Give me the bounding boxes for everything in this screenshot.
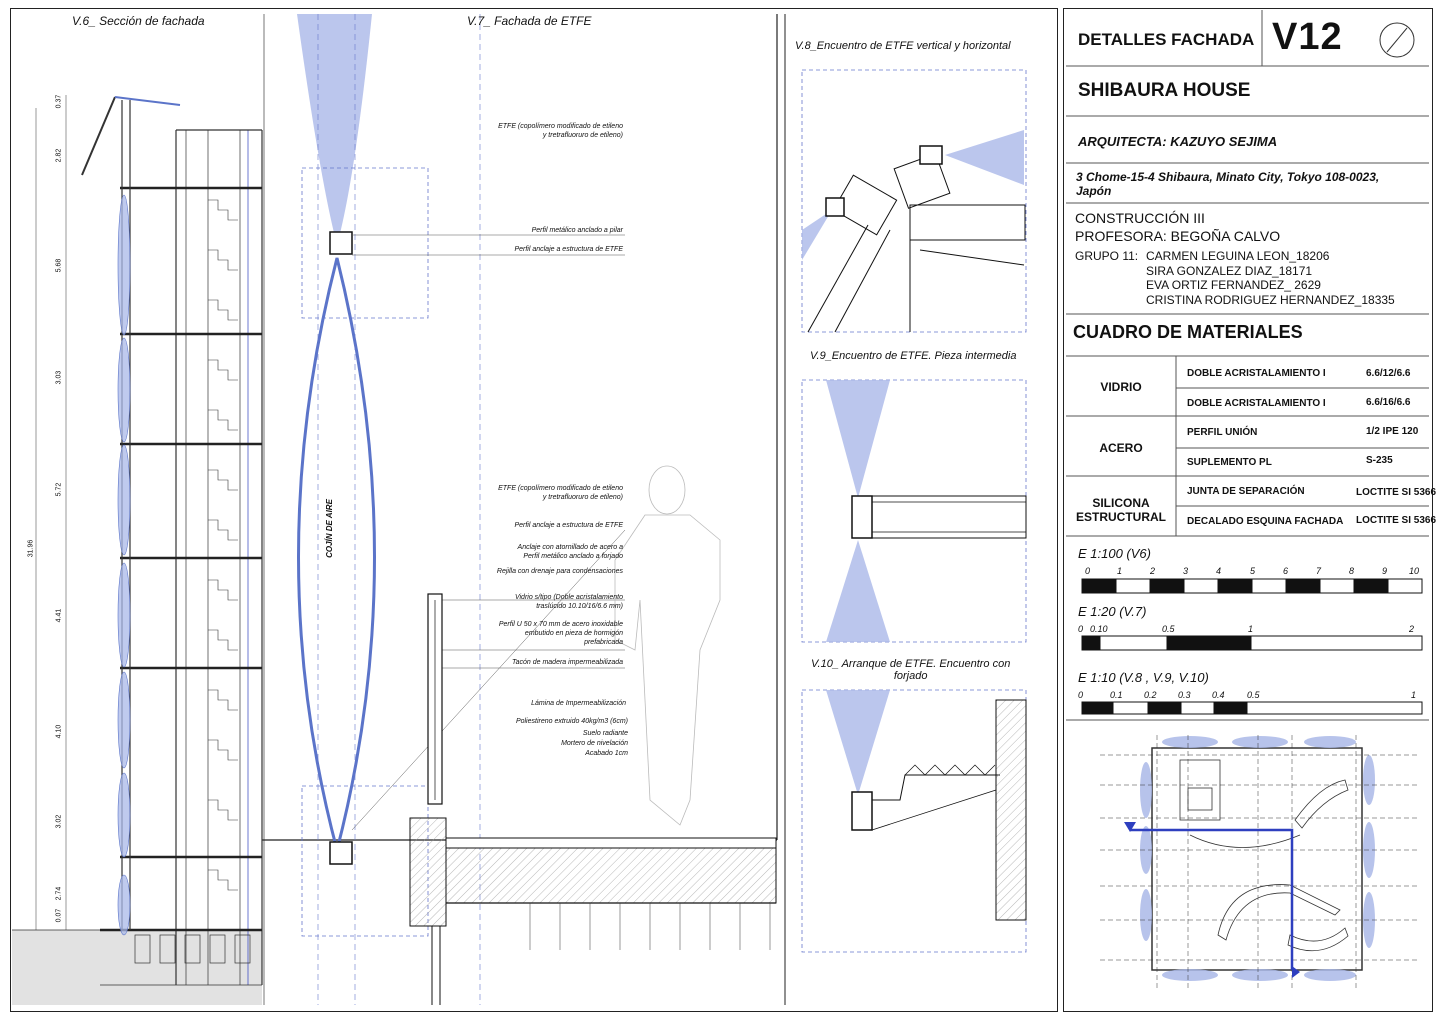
scale-tick: 1 <box>1117 566 1123 576</box>
label-poliestireno: Poliestireno extruido 40kg/m3 (6cm) <box>515 718 628 725</box>
label-vidrio-2: traslúcido 10.10/16/6.6 mm) <box>536 603 623 610</box>
section-dim-1: 2.82 <box>55 148 63 163</box>
panel-title-v7: V.7_ Fachada de ETFE <box>467 14 592 28</box>
label-etfe-mid <box>498 484 623 502</box>
label-tacon: Tacón de madera impermeabilizada <box>511 659 623 666</box>
label-perfil-pilar: Perfil metálico anclado a pilar <box>531 227 623 234</box>
architect: ARQUITECTA: KAZUYO SEJIMA <box>1078 134 1278 149</box>
member-2: SIRA GONZALEZ DIAZ_18171 <box>1146 263 1313 278</box>
label-etfe-mid-2: y tretrafluoruro de etileno) <box>542 494 623 501</box>
scale-tick: 0 <box>1085 566 1091 576</box>
scale-tick: 2 <box>1409 624 1415 634</box>
scale-tick: 0.4 <box>1212 690 1225 700</box>
north-arrow-icon <box>1380 23 1414 57</box>
facade-section-drawing <box>12 95 262 1005</box>
scale-tick: 4 <box>1216 566 1222 576</box>
label-etfe-top <box>498 122 623 140</box>
section-dim-3: 3.03 <box>55 370 63 385</box>
project-name: SHIBAURA HOUSE <box>1078 80 1251 101</box>
group-label: GRUPO 11: <box>1075 249 1139 263</box>
section-dim-8: 2.74 <box>55 886 63 901</box>
panel-title-v10-line2: forjado <box>893 670 928 682</box>
etfe-cushion-v7 <box>297 14 776 1005</box>
materials-title: CUADRO DE MATERIALES <box>1073 322 1303 342</box>
section-total-height: 31.96 <box>27 539 35 558</box>
material-group-acero: ACERO <box>1099 441 1143 455</box>
scale-tick: 1 <box>1248 624 1254 634</box>
scale-tick: 5 <box>1250 566 1256 576</box>
scale-tick: 8 <box>1349 566 1355 576</box>
panel-title-v8: V.8_Encuentro de ETFE vertical y horizontal <box>795 40 1011 52</box>
section-dim-5: 4.41 <box>55 608 63 623</box>
material-spec: 6.6/12/6.6 <box>1366 368 1411 379</box>
panel-title-v9: V.9_Encuentro de ETFE. Pieza intermedia <box>810 350 1017 362</box>
material-spec: LOCTITE SI 5366 <box>1356 515 1437 526</box>
label-vidrio-1: Vidrio s/tipo (Doble acristalamiento <box>514 594 623 601</box>
scale-tick: 0.3 <box>1178 690 1191 700</box>
label-etfe-top-2: y tretrafluoruro de etileno) <box>542 132 623 139</box>
detail-v9-drawing <box>802 380 1026 642</box>
material-spec: LOCTITE SI 5366 <box>1356 487 1437 498</box>
key-plan <box>1100 735 1420 990</box>
label-suelo: Suelo radiante <box>582 730 628 737</box>
scale-tick: 2 <box>1150 566 1156 576</box>
material-item: PERFIL UNIÓN <box>1187 427 1258 438</box>
address-line-2: Japón <box>1076 184 1112 198</box>
material-spec: 1/2 IPE 120 <box>1366 426 1419 437</box>
scale-tick: 0 <box>1078 690 1084 700</box>
label-perfil-u-2: embutido en pieza de hormigón <box>524 630 623 637</box>
scale-tick: 6 <box>1283 566 1289 576</box>
label-rejilla: Rejilla con drenaje para condensaciones <box>496 568 623 575</box>
scale-tick: 0.10 <box>1090 624 1108 634</box>
panel-title-v6: V.6_ Sección de fachada <box>72 14 205 28</box>
material-item: DOBLE ACRISTALAMIENTO I <box>1187 368 1326 379</box>
material-group-silicona-1: SILICONA <box>1092 496 1150 510</box>
section-dim-9: 0.07 <box>55 908 63 923</box>
section-dim-7: 3.02 <box>55 814 63 829</box>
scale-tick: 0.5 <box>1247 690 1260 700</box>
panel-title-v10 <box>811 658 1010 682</box>
label-perfil-u-3: prefabricada <box>584 639 623 646</box>
detail-v10-drawing <box>802 690 1026 952</box>
label-anclaje-1: Anclaje con atornillado de acero a <box>517 544 623 551</box>
scale-label-v7: E 1:20 (V.7) <box>1078 604 1147 619</box>
scale-tick: 0 <box>1078 624 1084 634</box>
label-etfe-top-1: ETFE (copolímero modificado de etileno <box>498 123 623 130</box>
label-lamina: Lámina de Impermeabilización <box>531 700 626 707</box>
section-dim-2: 5.68 <box>55 258 63 273</box>
material-group-silicona-2: ESTRUCTURAL <box>1076 510 1166 524</box>
section-dim-6: 4.10 <box>55 724 63 739</box>
member-4: CRISTINA RODRIGUEZ HERNANDEZ_18335 <box>1146 292 1395 307</box>
scale-tick: 0.1 <box>1110 690 1123 700</box>
member-3: EVA ORTIZ FERNANDEZ_ 2629 <box>1146 278 1321 292</box>
sheet-title: DETALLES FACHADA <box>1078 30 1255 49</box>
professor: PROFESORA: BEGOÑA CALVO <box>1075 228 1281 244</box>
scale-tick: 10 <box>1409 566 1420 576</box>
label-etfe-mid-1: ETFE (copolímero modificado de etileno <box>498 485 623 492</box>
material-item: DOBLE ACRISTALAMIENTO I <box>1187 398 1326 409</box>
label-mortero: Mortero de nivelación <box>561 740 628 747</box>
panel-title-v10-line1: V.10_ Arranque de ETFE. Encuentro con <box>811 658 1011 670</box>
member-1: CARMEN LEGUINA LEON_18206 <box>1146 249 1330 263</box>
etfe-cushions-v6 <box>118 195 130 935</box>
label-perfil-u-1: Perfil U 50 x 70 mm de acero inoxidable <box>498 621 623 628</box>
section-dim-4: 5.72 <box>55 482 63 497</box>
material-group-silicona <box>1066 496 1176 524</box>
label-cojin-aire: COJÍN DE AIRE <box>324 499 334 558</box>
scale-label-details: E 1:10 (V.8 , V.9, V.10) <box>1078 670 1209 685</box>
label-acabado: Acabado 1cm <box>585 750 628 757</box>
scale-tick: 0.5 <box>1162 624 1175 634</box>
scale-tick: 3 <box>1183 566 1189 576</box>
course: CONSTRUCCIÓN III <box>1075 210 1205 226</box>
label-vidrio <box>515 593 623 611</box>
material-item: JUNTA DE SEPARACIÓN <box>1187 486 1305 497</box>
label-anclaje-2: Perfil metálico anclado a forjado <box>523 553 623 560</box>
material-spec: S-235 <box>1366 455 1393 466</box>
label-perfil-u <box>499 620 623 647</box>
sheet-number: V12 <box>1272 16 1343 58</box>
material-item: SUPLEMENTO PL <box>1187 457 1272 468</box>
label-perfil-anclaje-1: Perfil anclaje a estructura de ETFE <box>514 246 623 253</box>
scale-tick: 1 <box>1411 690 1417 700</box>
material-group-vidrio: VIDRIO <box>1100 380 1142 394</box>
material-item: DECALADO ESQUINA FACHADA <box>1187 516 1344 527</box>
scale-label-v6: E 1:100 (V6) <box>1078 546 1151 561</box>
group-members <box>1146 249 1395 307</box>
label-perfil-anclaje-2: Perfil anclaje a estructura de ETFE <box>514 522 623 529</box>
material-spec: 6.6/16/6.6 <box>1366 397 1411 408</box>
address-line-1: 3 Chome-15-4 Shibaura, Minato City, Tokyo 108-0023, <box>1076 170 1380 184</box>
detail-v8-drawing <box>802 70 1026 332</box>
scale-tick: 0.2 <box>1144 690 1157 700</box>
address <box>1076 170 1379 198</box>
section-dim-0: 0.37 <box>55 94 63 109</box>
scale-tick: 9 <box>1382 566 1388 576</box>
label-anclaje <box>518 543 623 561</box>
scale-tick: 7 <box>1316 566 1322 576</box>
